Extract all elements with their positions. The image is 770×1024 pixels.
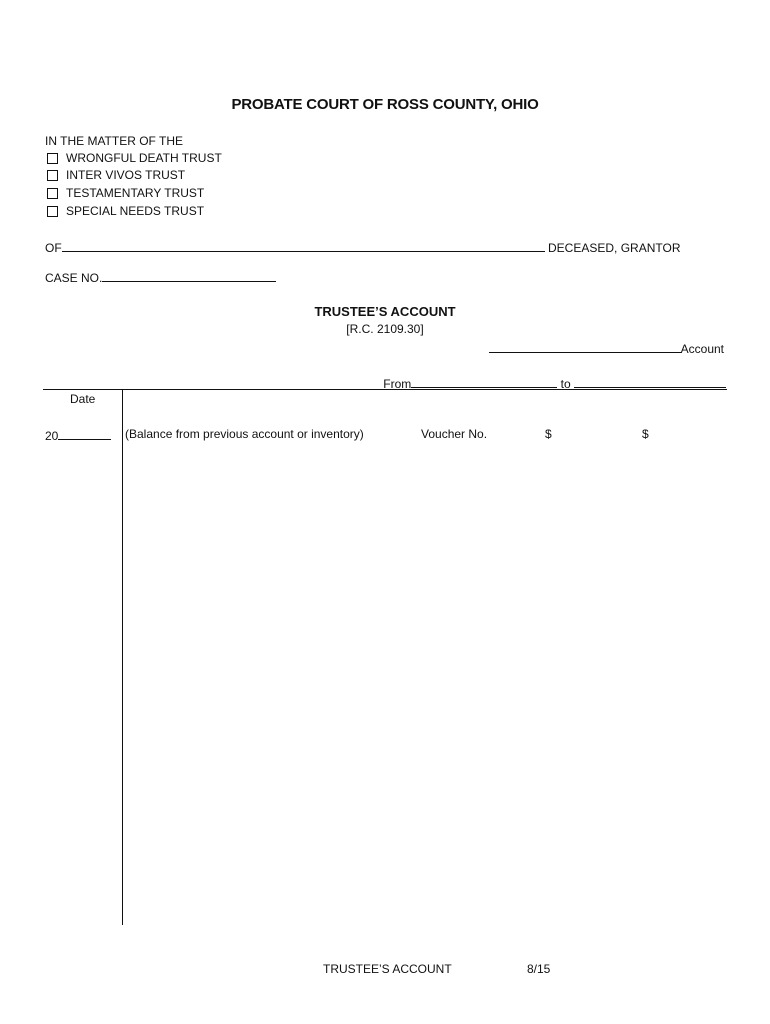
to-label: to — [560, 377, 571, 391]
account-label: Account — [680, 342, 724, 356]
account-number-row — [489, 340, 724, 356]
decedent-name-field[interactable] — [62, 239, 545, 252]
first-row-year — [45, 427, 111, 443]
page-title: PROBATE COURT OF ROSS COUNTY, OHIO — [231, 96, 539, 113]
option-label: INTER VIVOS TRUST — [66, 168, 186, 182]
date-column-header: Date — [70, 392, 96, 406]
case-number-label: CASE NO. — [45, 271, 103, 285]
year-field[interactable] — [58, 427, 111, 440]
year-prefix: 20 — [45, 429, 59, 443]
checkbox-inter-vivos-trust[interactable] — [47, 170, 58, 181]
period-from-field[interactable] — [411, 375, 557, 388]
amount-dollar-sign-1: $ — [545, 427, 552, 441]
date-column-rule — [122, 390, 123, 925]
first-row-description: (Balance from previous account or inventory) — [125, 427, 364, 441]
account-title: TRUSTEE’S ACCOUNT — [314, 304, 456, 319]
checkbox-wrongful-death-trust[interactable] — [47, 153, 58, 164]
statute-reference: [R.C. 2109.30] — [346, 322, 424, 336]
decedent-row — [45, 239, 680, 255]
from-label: From — [383, 377, 412, 391]
option-label: WRONGFUL DEATH TRUST — [66, 151, 222, 165]
of-label: OF — [45, 241, 62, 255]
matter-label: IN THE MATTER OF THE — [45, 134, 184, 148]
case-number-field[interactable] — [102, 269, 276, 282]
account-ordinal-field[interactable] — [489, 340, 681, 353]
footer-form-title: TRUSTEE’S ACCOUNT — [323, 962, 452, 976]
deceased-grantor-label: DECEASED, GRANTOR — [548, 241, 681, 255]
case-number-row — [45, 269, 276, 285]
amount-dollar-sign-2: $ — [642, 427, 649, 441]
option-inter-vivos-trust[interactable] — [47, 168, 185, 182]
table-top-rule — [43, 389, 727, 390]
footer-revision: 8/15 — [527, 962, 551, 976]
voucher-number-label: Voucher No. — [421, 427, 488, 441]
checkbox-special-needs-trust[interactable] — [47, 206, 58, 217]
option-special-needs-trust[interactable] — [47, 204, 204, 218]
option-testamentary-trust[interactable] — [47, 186, 204, 200]
checkbox-testamentary-trust[interactable] — [47, 188, 58, 199]
option-wrongful-death-trust[interactable] — [47, 151, 222, 165]
option-label: TESTAMENTARY TRUST — [66, 186, 205, 200]
period-to-field[interactable] — [574, 375, 726, 388]
option-label: SPECIAL NEEDS TRUST — [66, 204, 205, 218]
